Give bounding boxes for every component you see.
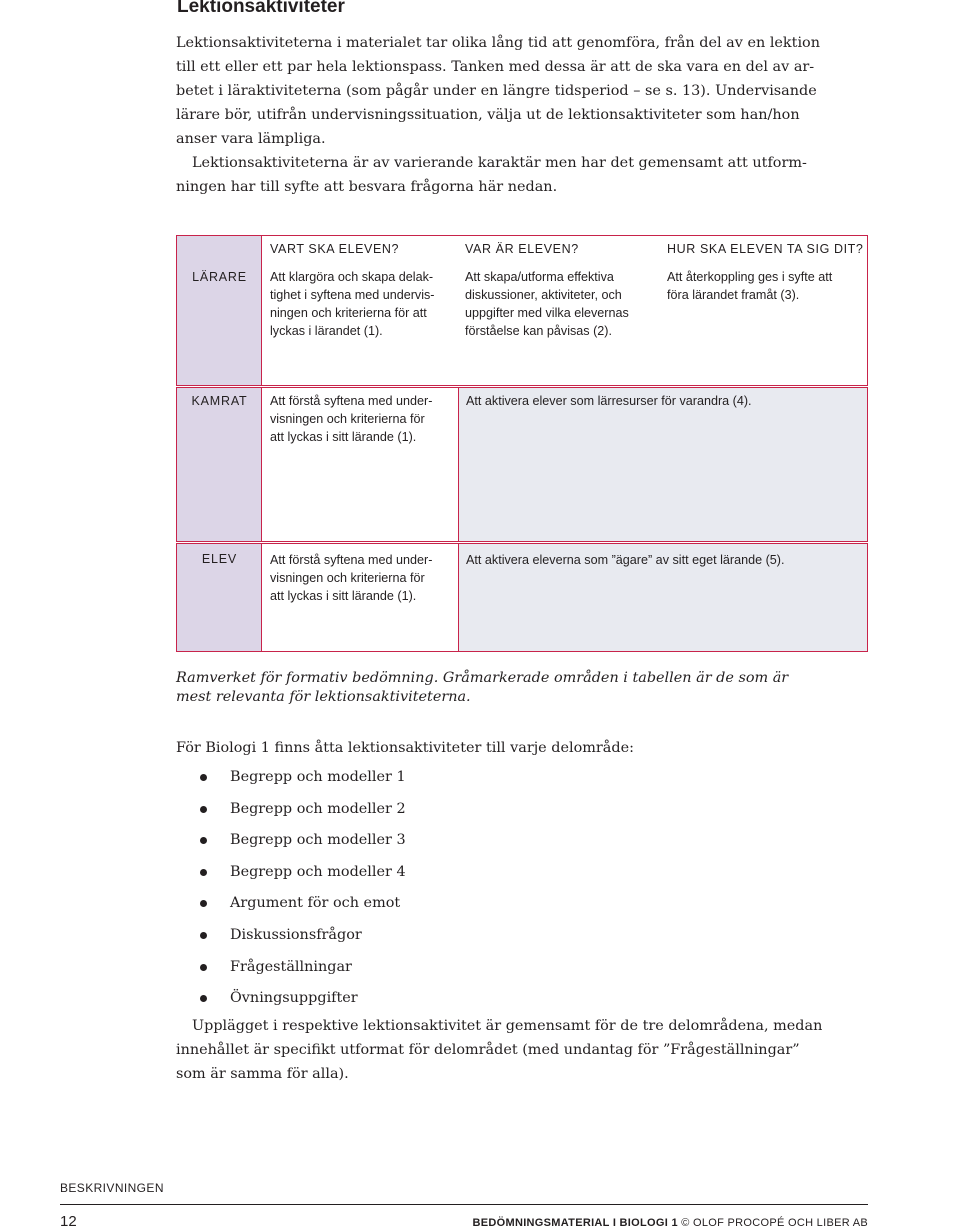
- text-line: Upplägget i respektive lektionsaktivitet är gemensamt för de tre delområdena, medan: [192, 1018, 823, 1034]
- row-label: LÄRARE: [192, 270, 247, 284]
- closing-paragraph: [176, 1014, 823, 1086]
- list-item-label: Begrepp och modeller 4: [230, 863, 406, 880]
- list-item-label: Begrepp och modeller 3: [230, 832, 406, 849]
- bullet-icon: [200, 900, 207, 907]
- bullet-icon: [200, 837, 207, 844]
- cell-text: [270, 551, 432, 605]
- text-line: betet i läraktiviteterna (som pågår under en längre tidsperiod – se s. 13). Undervisande: [176, 83, 817, 99]
- text-line: lärare bör, utifrån undervisningssituation, välja ut de lektionsaktiviteter som han/hon: [176, 107, 800, 123]
- list-item-label: Begrepp och modeller 2: [230, 800, 406, 817]
- cell-text: [667, 268, 832, 304]
- text-line: att lyckas i sitt lärande (1).: [270, 430, 417, 444]
- list-item-label: Frågeställningar: [230, 958, 352, 975]
- framework-table-row-kamrat: [176, 387, 868, 542]
- table-cell: [262, 544, 458, 651]
- table-cell: [262, 388, 458, 541]
- framework-table-row-elev: [176, 543, 868, 652]
- cell-text: [466, 551, 785, 569]
- list-item: [200, 766, 406, 798]
- list-item: [200, 829, 406, 861]
- list-item: [200, 956, 406, 988]
- highlighted-cell: [458, 544, 867, 651]
- text-line: Lektionsaktiviteterna i materialet tar olika lång tid att genomföra, från del av en lektion: [176, 35, 820, 51]
- publication-title: BEDÖMNINGSMATERIAL I BIOLOGI 1: [472, 1217, 678, 1229]
- row-label-cell: [177, 544, 262, 651]
- intro-paragraph: [176, 31, 820, 151]
- list-item-label: Övningsuppgifter: [230, 990, 358, 1007]
- text-line: Att återkoppling ges i syfte att: [667, 270, 833, 284]
- list-item-label: Begrepp och modeller 1: [230, 769, 406, 785]
- column-header: VART SKA ELEVEN?: [270, 242, 400, 256]
- text-line: Att aktivera elever som lärresurser för varandra (4).: [466, 394, 752, 408]
- list-item: [200, 892, 406, 924]
- text-line: ningen har till syfte att besvara frågorna här nedan.: [176, 179, 558, 195]
- list-item-label: Argument för och emot: [230, 895, 401, 912]
- text-line: till ett eller ett par hela lektionspass. Tanken med dessa är att de ska vara en del av ar-: [176, 59, 815, 75]
- list-intro: För Biologi 1 finns åtta lektionsaktiviteter till varje delområde:: [176, 740, 634, 756]
- highlighted-cell: [458, 388, 867, 541]
- text-line: som är samma för alla).: [176, 1066, 349, 1082]
- text-line: Ramverket för formativ bedömning. Gråmarkerade områden i tabellen är de som är: [176, 670, 789, 686]
- page-number: 12: [60, 1213, 77, 1230]
- column-header: VAR ÄR ELEVEN?: [465, 242, 579, 256]
- text-line: att lyckas i sitt lärande (1).: [270, 589, 417, 603]
- activity-list: [200, 766, 406, 1019]
- cell-text: [465, 268, 629, 340]
- table-cell: [458, 236, 661, 385]
- text-line: föra lärandet framåt (3).: [667, 288, 800, 302]
- list-item: [200, 798, 406, 830]
- row-label: ELEV: [201, 552, 238, 566]
- text-line: tighet i syftena med undervis-: [270, 288, 435, 302]
- text-line: visningen och kriterierna för: [270, 571, 425, 585]
- cell-text: [270, 392, 432, 446]
- page-heading: Lektionsaktiviteter: [177, 0, 345, 17]
- bullet-icon: [200, 964, 207, 971]
- copyright-text: © OLOF PROCOPÉ OCH LIBER AB: [681, 1217, 868, 1229]
- column-header: HUR SKA ELEVEN TA SIG DIT?: [667, 242, 864, 256]
- list-item: [200, 924, 406, 956]
- text-line: uppgifter med vilka elevernas: [465, 306, 629, 320]
- text-line: visningen och kriterierna för: [270, 412, 425, 426]
- text-line: Lektionsaktiviteterna är av varierande karaktär men har det gemensamt att utform-: [192, 155, 807, 171]
- text-line: anser vara lämpliga.: [176, 131, 326, 147]
- footer-publication: [473, 1217, 869, 1229]
- text-line: Att aktivera eleverna som ”ägare” av sitt eget lärande (5).: [466, 553, 785, 567]
- text-line: Att förstå syftena med under-: [270, 553, 433, 567]
- text-line: diskussioner, aktiviteter, och: [465, 288, 622, 302]
- questions-paragraph: [176, 151, 807, 199]
- bullet-icon: [200, 932, 207, 939]
- text-line: förståelse kan påvisas (2).: [465, 324, 612, 338]
- table-caption: [176, 669, 788, 707]
- bullet-icon: [200, 806, 207, 813]
- text-line: innehållet är specifikt utformat för delområdet (med undantag för ”Frågeställningar”: [176, 1042, 800, 1058]
- cell-text: [466, 392, 752, 410]
- row-label-cell: [177, 388, 262, 541]
- row-label: KAMRAT: [191, 394, 248, 408]
- cell-text: [270, 268, 435, 340]
- text-line: ningen och kriterierna för att: [270, 306, 427, 320]
- text-line: mest relevanta för lektionsaktiviteterna.: [176, 689, 471, 705]
- list-item-label: Diskussionsfrågor: [230, 926, 362, 943]
- row-label-cell: [177, 236, 262, 385]
- framework-table-row-larare: [176, 235, 868, 386]
- text-line: Att skapa/utforma effektiva: [465, 270, 614, 284]
- bullet-icon: [200, 774, 207, 781]
- footer-section-label: BESKRIVNINGEN: [60, 1181, 164, 1195]
- bullet-icon: [200, 995, 207, 1002]
- table-cell: [262, 236, 458, 385]
- text-line: Att förstå syftena med under-: [270, 394, 433, 408]
- list-item: [200, 861, 406, 893]
- text-line: lyckas i lärandet (1).: [270, 324, 383, 338]
- text-line: Att klargöra och skapa delak-: [270, 270, 434, 284]
- footer-divider: [60, 1204, 868, 1205]
- table-cell: [661, 236, 867, 385]
- bullet-icon: [200, 869, 207, 876]
